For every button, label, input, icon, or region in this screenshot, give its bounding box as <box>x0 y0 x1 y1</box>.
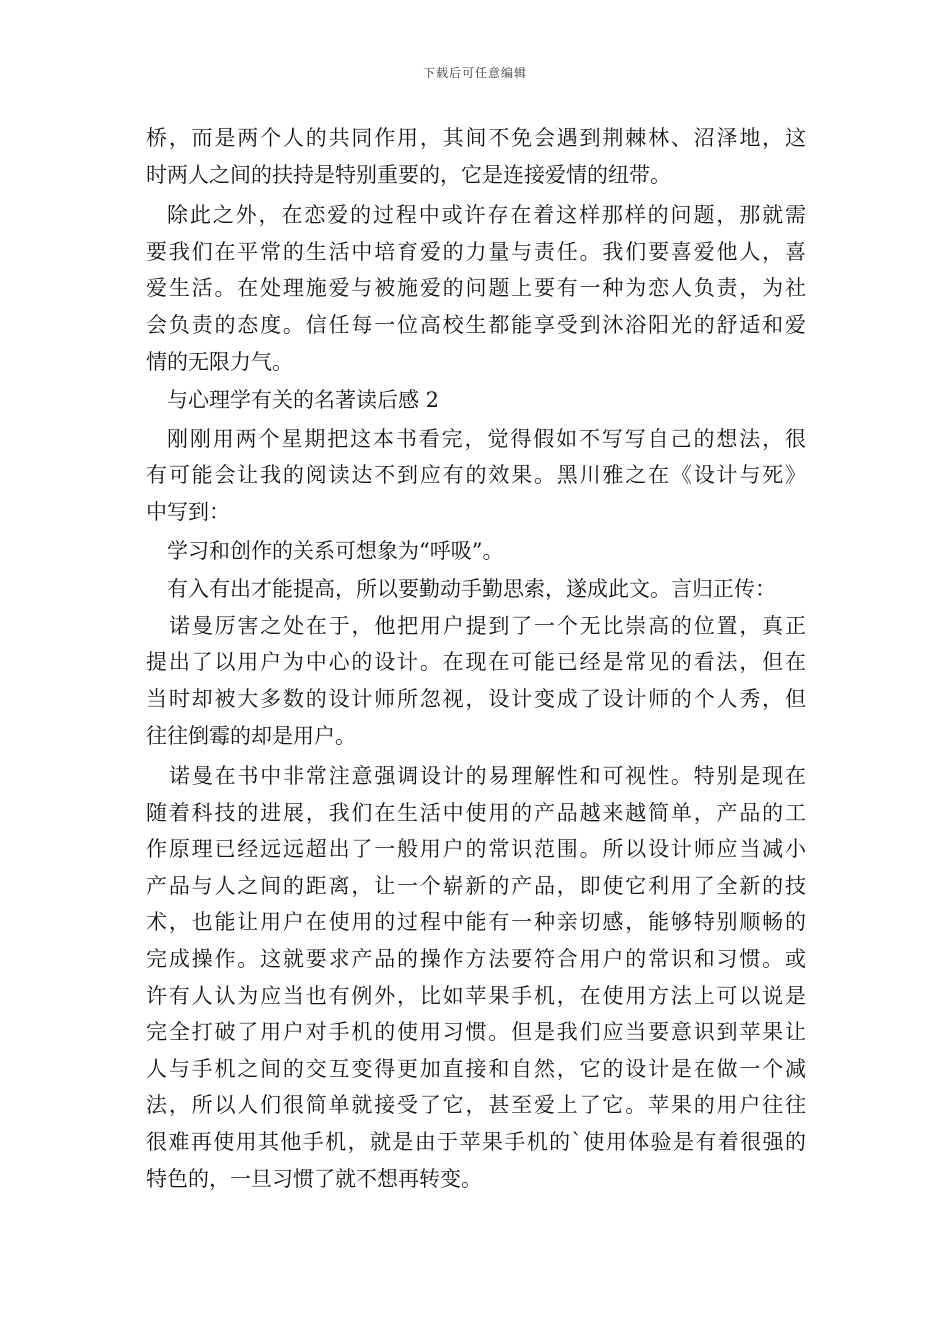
text-line: 除此之外，在恋爱的过程中或许存在着这样那样的问题，那就需 <box>167 203 806 228</box>
text-line: 诺曼在书中非常注意强调设计的易理解性和可视性。特别是现在 <box>169 764 806 789</box>
text-line: 完成操作。这就要求产品的操作方法要符合用户的常识和习惯。或 <box>146 947 806 972</box>
text-line: 刚刚用两个星期把这本书看完，觉得假如不写写自己的想法，很 <box>167 426 806 451</box>
text-line: 桥，而是两个人的共同作用，其间不免会遇到荆棘林、沼泽地，这 <box>146 126 806 150</box>
text-line: 作原理已经远远超出了一般用户的常识范围。所以设计师应当减小 <box>146 837 806 862</box>
text-line: 学习和创作的关系可想象为“呼吸”。 <box>167 538 504 563</box>
text-line: 产品与人之间的距离，让一个崭新的产品，即使它利用了全新的技 <box>146 873 806 898</box>
text-line: 完全打破了用户对手机的使用习惯。但是我们应当要意识到苹果让 <box>146 1020 806 1045</box>
text-line: 情的无限力气。 <box>146 349 293 374</box>
text-line: 中写到： <box>146 499 230 524</box>
text-line: 法，所以人们很简单就接受了它，甚至爱上了它。苹果的用户往往 <box>146 1093 806 1118</box>
text-line: 有入有出才能提高，所以要勤动手勤思索，遂成此文。言归正传： <box>167 577 776 602</box>
text-line: 诺曼厉害之处在于，他把用户提到了一个无比崇高的位置，真正 <box>169 613 806 638</box>
text-line: 当时却被大多数的设计师所忽视，设计变成了设计师的个人秀，但 <box>146 686 806 711</box>
section-heading: 与心理学有关的名著读后感 2 <box>167 388 440 413</box>
text-line: 提出了以用户为中心的设计。在现在可能已经是常见的看法，但在 <box>146 650 806 675</box>
text-line: 会负责的态度。信任每一位高校生都能享受到沐浴阳光的舒适和爱 <box>146 312 806 337</box>
text-line: 要我们在平常的生活中培育爱的力量与责任。我们要喜爱他人，喜 <box>146 239 806 264</box>
text-line: 许有人认为应当也有例外，比如苹果手机，在使用方法上可以说是 <box>146 983 806 1008</box>
text-line: 术，也能让用户在使用的过程中能有一种亲切感，能够特别顺畅的 <box>146 910 806 935</box>
text-line: 往往倒霉的却是用户。 <box>146 723 356 748</box>
text-line: 很难再使用其他手机，就是由于苹果手机的`使用体验是有着很强的 <box>146 1130 806 1155</box>
text-line: 随着科技的进展，我们在生活中使用的产品越来越简单，产品的工 <box>146 800 806 825</box>
page-header: 下载后可任意编辑 <box>422 66 527 80</box>
text-line: 人与手机之间的交互变得更加直接和自然，它的设计是在做一个减 <box>146 1056 806 1081</box>
text-line: 有可能会让我的阅读达不到应有的效果。黑川雅之在《设计与死》 <box>146 463 806 488</box>
text-line: 特色的，一旦习惯了就不想再转变。 <box>146 1166 482 1191</box>
text-line: 时两人之间的扶持是特别重要的，它是连接爱情的纽带。 <box>146 162 671 187</box>
document-body <box>146 120 806 1197</box>
text-line: 爱生活。在处理施爱与被施爱的问题上要有一种为恋人负责，为社 <box>146 276 806 301</box>
